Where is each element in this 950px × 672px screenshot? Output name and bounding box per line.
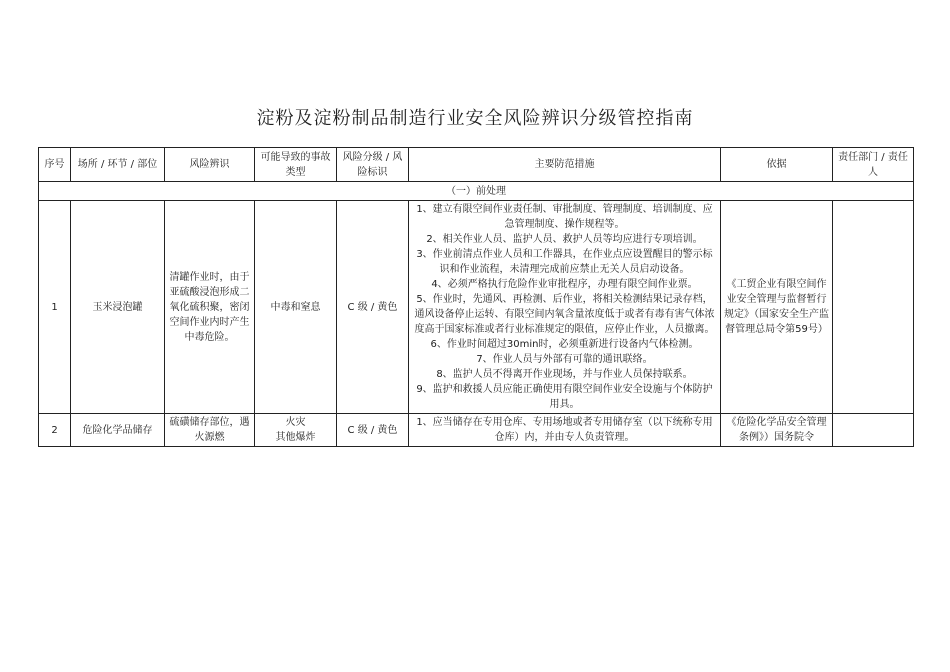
table-row — [39, 414, 914, 447]
cell-seq: 2 — [39, 414, 71, 447]
cell-place: 玉米浸泡罐 — [71, 201, 165, 414]
measure-item: 8、监护人员不得离开作业现场，并与作业人员保持联系。 — [436, 369, 693, 380]
measure-item: 7、作业人员与外部有可靠的通讯联络。 — [476, 354, 653, 365]
header-accident: 可能导致的事故类型 — [255, 148, 337, 182]
cell-level: C 级 / 黄色 — [337, 414, 409, 447]
cell-measures — [409, 201, 721, 414]
header-place: 场所 / 环节 / 部位 — [71, 148, 165, 182]
table-row — [39, 201, 914, 414]
cell-resp — [833, 201, 914, 414]
cell-seq: 1 — [39, 201, 71, 414]
header-basis: 依据 — [721, 148, 833, 182]
cell-basis: 《工贸企业有限空间作业安全管理与监督暂行规定》（国家安全生产监督管理总局令第59号） — [721, 201, 833, 414]
measure-item: 6、作业时间超过30min时，必须重新进行设备内气体检测。 — [430, 339, 699, 350]
cell-resp — [833, 414, 914, 447]
measure-item: 4、必须严格执行危险作业审批程序，办理有限空间作业票。 — [431, 279, 698, 290]
section-title: （一）前处理 — [39, 182, 914, 201]
cell-accident: 火灾 其他爆炸 — [255, 414, 337, 447]
header-seq: 序号 — [39, 148, 71, 182]
cell-accident: 中毒和窒息 — [255, 201, 337, 414]
risk-table — [38, 147, 914, 447]
header-resp: 责任部门 / 责任人 — [833, 148, 914, 182]
cell-risk: 硫磺储存部位，遇火源燃 — [165, 414, 255, 447]
measure-item: 2、相关作业人员、监护人员、救护人员等均应进行专项培训。 — [426, 234, 703, 245]
header-level: 风险分级 / 风险标识 — [337, 148, 409, 182]
header-risk: 风险辨识 — [165, 148, 255, 182]
measure-item: 1、建立有限空间作业责任制、审批制度、管理制度、培训制度、应急管理制度、操作规程等。 — [416, 204, 713, 230]
cell-risk: 清罐作业时，由于亚硫酸浸泡形成二氧化硫积聚，密闭空间作业内时产生中毒危险。 — [165, 201, 255, 414]
page-title: 淀粉及淀粉制品制造行业安全风险辨识分级管控指南 — [256, 108, 694, 129]
section-row — [39, 182, 914, 201]
cell-measures — [409, 414, 721, 447]
header-measures: 主要防范措施 — [409, 148, 721, 182]
measure-item: 3、作业前清点作业人员和工作器具，在作业点应设置醒目的警示标识和作业流程，未清理完成前应禁止无关人员启动设备。 — [416, 249, 713, 275]
cell-place: 危险化学品储存 — [71, 414, 165, 447]
measure-item: 1、应当储存在专用仓库、专用场地或者专用储存室（以下统称专用仓库）内，并由专人负责管理。 — [416, 417, 713, 443]
cell-level: C 级 / 黄色 — [337, 201, 409, 414]
cell-basis: 《危险化学品安全管理条例》）国务院令 — [721, 414, 833, 447]
measure-item: 9、监护和救援人员应能正确使用有限空间作业安全设施与个体防护用具。 — [416, 384, 713, 410]
measure-item: 5、作业时，先通风、再检测、后作业，将相关检测结果记录存档，通风设备停止运转、有限空间内氧含量浓度低于或者有毒有害气体浓度高于国家标准或者行业标准规定的限值，应停止作业，人员撤离。 — [414, 294, 715, 335]
header-row — [39, 148, 914, 182]
